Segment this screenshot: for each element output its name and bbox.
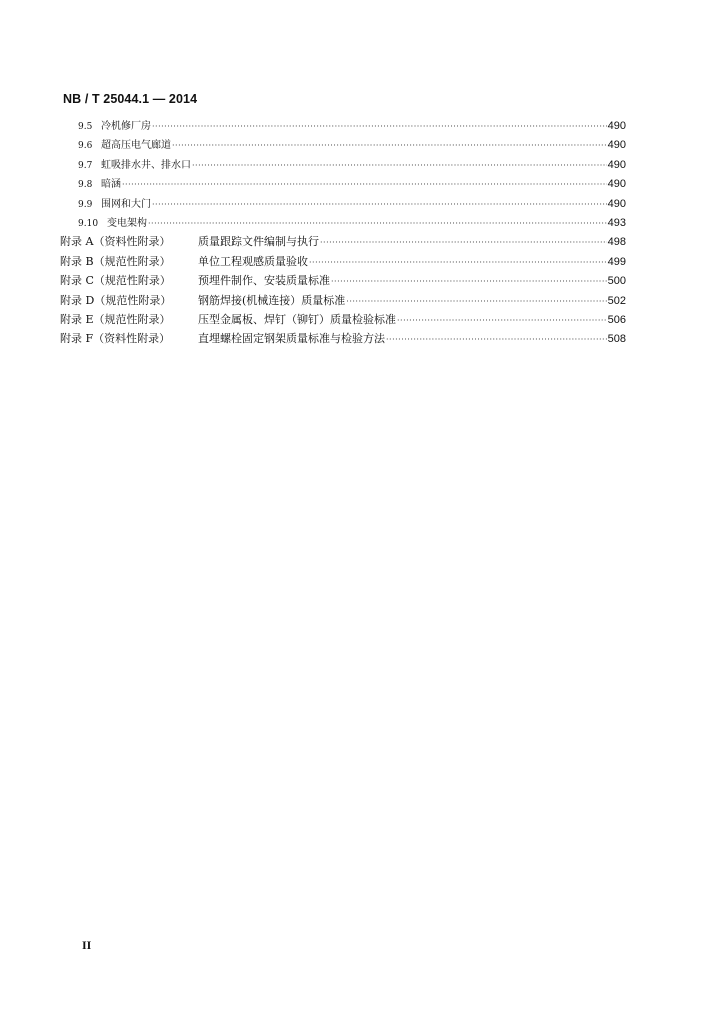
toc-dot-leader (397, 316, 607, 325)
toc-entry-page: 490 (607, 158, 626, 171)
toc-entry-9-5[interactable] (60, 117, 626, 136)
toc-entry-page: 490 (607, 178, 626, 191)
toc-dot-leader (309, 258, 607, 267)
toc-dot-leader (346, 297, 606, 306)
toc-dot-leader (192, 161, 607, 170)
toc-entry-page: 502 (607, 294, 626, 307)
toc-entry-9-6[interactable] (60, 136, 626, 155)
toc-appendix-label: 附录 E（规范性附录） (60, 312, 171, 326)
toc-entry-number: 9.10 (78, 218, 99, 229)
toc-dot-leader (148, 219, 607, 228)
toc-appendix-label: 附录 D（规范性附录） (60, 293, 172, 307)
toc-entry-page: 490 (607, 197, 626, 210)
toc-dot-leader (172, 141, 607, 150)
toc-entry-title: 单位工程观感质量验收 (198, 254, 308, 268)
toc-entry-9-8[interactable] (60, 175, 626, 194)
toc-entry-title: 变电架构 (107, 217, 147, 229)
toc-entry-page: 490 (607, 139, 626, 152)
toc-appendix-label: 附录 A（资料性附录） (60, 235, 171, 249)
toc-entry-number: 9.6 (78, 141, 93, 152)
toc-dot-leader (152, 122, 607, 131)
toc-entry-appendix-f[interactable] (60, 330, 626, 349)
toc-dot-leader (152, 200, 607, 209)
toc-appendix-label: 附录 B（规范性附录） (60, 254, 171, 268)
toc-dot-leader (386, 335, 607, 344)
toc-entry-title: 直埋螺栓固定钢架质量标准与检验方法 (198, 332, 385, 346)
toc-entry-page: 498 (607, 236, 626, 249)
toc-entry-number: 9.5 (78, 122, 93, 132)
toc-entry-title: 暗涵 (101, 179, 121, 191)
footer-page-number: II (82, 938, 92, 952)
toc-entry-appendix-a[interactable] (60, 233, 626, 252)
toc-dot-leader (320, 238, 607, 247)
toc-entry-title: 预埋件制作、安装质量标准 (198, 274, 330, 288)
toc-entry-number: 9.9 (78, 199, 93, 210)
toc-entry-9-9[interactable] (60, 195, 626, 214)
toc-entry-page: 508 (607, 333, 626, 346)
standard-number-header: NB / T 25044.1 — 2014 (63, 92, 198, 106)
table-of-contents (60, 117, 626, 350)
toc-entry-page: 493 (607, 216, 626, 229)
toc-entry-title: 压型金属板、焊钉（铆钉）质量检验标准 (198, 312, 396, 326)
toc-entry-page: 506 (607, 313, 626, 326)
toc-entry-title: 冷机修厂房 (101, 121, 151, 132)
toc-dot-leader (331, 277, 607, 286)
toc-dot-leader (122, 180, 607, 189)
toc-entry-page: 500 (607, 275, 626, 288)
toc-entry-appendix-d[interactable] (60, 292, 626, 311)
toc-appendix-label: 附录 F（资料性附录） (60, 332, 171, 346)
toc-entry-title: 虹吸排水井、排水口 (101, 159, 191, 171)
toc-entry-title: 钢筋焊接(机械连接）质量标准 (198, 293, 346, 307)
toc-entry-appendix-b[interactable] (60, 253, 626, 272)
toc-entry-appendix-e[interactable] (60, 311, 626, 330)
toc-entry-9-7[interactable] (60, 156, 626, 175)
toc-entry-title: 超高压电气廊道 (101, 140, 171, 152)
toc-entry-title: 质量跟踪文件编制与执行 (198, 235, 319, 249)
toc-entry-appendix-c[interactable] (60, 272, 626, 291)
toc-appendix-label: 附录 C（规范性附录） (60, 274, 171, 288)
toc-entry-page: 490 (607, 120, 626, 132)
toc-entry-number: 9.7 (78, 160, 93, 171)
toc-entry-page: 499 (607, 255, 626, 268)
toc-entry-number: 9.8 (78, 180, 93, 191)
toc-entry-9-10[interactable] (60, 214, 626, 233)
toc-entry-title: 围网和大门 (101, 198, 151, 210)
